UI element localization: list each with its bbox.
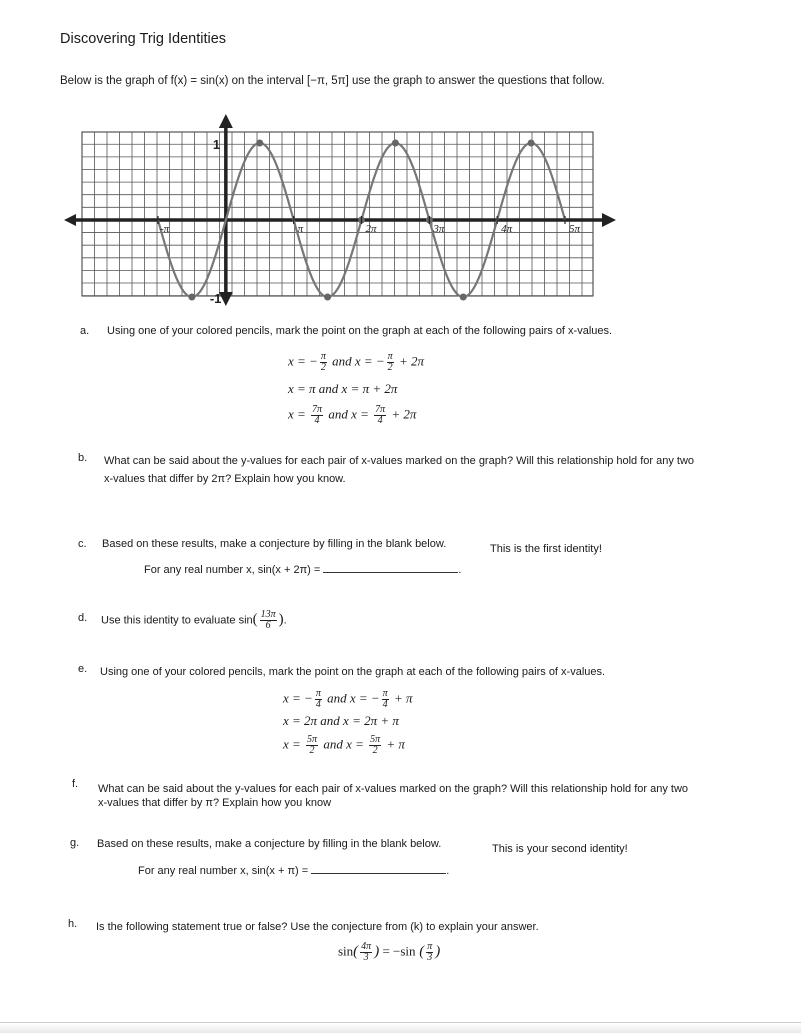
question-f-line-2: x-values that differ by π? Explain how you know — [98, 797, 332, 809]
page-title: Discovering Trig Identities — [60, 31, 227, 47]
question-h-equation: sin( $\frac{4\pi}{3}$ ) = −sin ( $\frac{\pi}{3}$ ) — [338, 941, 441, 963]
question-c-letter: c. — [78, 538, 87, 550]
question-a-letter: a. — [80, 325, 90, 337]
question-a-line-3: x = $\frac{7\pi}{4}$ and x = $\frac{7\pi}{4}$ + 2π — [288, 404, 417, 426]
graph-grid — [82, 132, 593, 296]
question-g-note: This is your second identity! — [492, 843, 628, 855]
page-bottom-edge — [0, 1022, 801, 1033]
x-tick-label: -π — [160, 223, 170, 235]
question-b-letter: b. — [78, 452, 88, 464]
x-axis-arrow-left — [64, 214, 76, 226]
question-g-letter: g. — [70, 837, 80, 849]
question-d-text: Use this identity to evaluate sin( $\frac{13\pi}{6}$ ). — [101, 609, 287, 631]
question-c-prompt: For any real number x, sin(x + 2π) = . — [144, 564, 462, 576]
question-g-text: Based on these results, make a conjecture by filling in the blank below. — [97, 838, 442, 850]
x-tick-label: 2π — [365, 223, 377, 235]
question-g-prompt: For any real number x, sin(x + π) = . — [138, 865, 450, 877]
marked-point — [528, 140, 535, 147]
marked-point — [188, 294, 195, 301]
question-c-note: This is the first identity! — [490, 543, 602, 555]
y-axis-arrow-up — [219, 114, 233, 128]
x-tick-label: 3π — [433, 223, 445, 235]
answer-blank-c[interactable] — [323, 562, 458, 573]
question-a-line-1: x = − $\frac{\pi}{2}$ and x = − $\frac{\pi}{2}$ + 2π — [288, 351, 424, 373]
question-a-line-2: x = π and x = π + 2π — [288, 381, 398, 396]
x-axis-arrow-right — [602, 213, 616, 227]
question-f-line-1: What can be said about the y-values for each pair of x-values marked on the graph? Will this relationship hold for any two — [98, 783, 689, 795]
y-tick-label-top: 1 — [212, 137, 221, 152]
question-e-line-1: x = − $\frac{\pi}{4}$ and x = − $\frac{\pi}{4}$ + π — [283, 688, 413, 710]
question-f-letter: f. — [72, 778, 79, 790]
question-c-text: Based on these results, make a conjecture by filling in the blank below. — [102, 538, 447, 550]
question-e-text: Using one of your colored pencils, mark the point on the graph at each of the following pairs of x-values. — [100, 666, 606, 678]
question-h-letter: h. — [68, 918, 78, 930]
answer-blank-g[interactable] — [311, 863, 446, 874]
question-e-line-2: x = 2π and x = 2π + π — [283, 713, 399, 728]
question-d-letter: d. — [78, 612, 88, 624]
marked-point — [460, 294, 467, 301]
x-tick-label: π — [297, 223, 304, 235]
question-a-text: Using one of your colored pencils, mark the point on the graph at each of the following pairs of x-values. — [107, 325, 613, 337]
question-b-line-1: What can be said about the y-values for each pair of x-values marked on the graph? Will this relationship hold for any two — [104, 455, 695, 467]
marked-point — [324, 294, 331, 301]
y-tick-label-bottom: -1 — [209, 291, 222, 306]
marked-point — [256, 140, 263, 147]
sine-graph — [60, 110, 620, 310]
question-h-text: Is the following statement true or false? Use the conjecture from (k) to explain your answer. — [96, 921, 539, 933]
question-e-letter: e. — [78, 663, 88, 675]
question-e-line-3: x = $\frac{5\pi}{2}$ and x = $\frac{5\pi}{2}$ + π — [283, 734, 405, 756]
question-b-line-2: x-values that differ by 2π? Explain how you know. — [104, 473, 346, 485]
x-tick-label: 4π — [501, 223, 513, 235]
marked-point — [392, 140, 399, 147]
intro-text: Below is the graph of f(x) = sin(x) on the interval [−π, 5π] use the graph to answer the questions that follow. — [60, 75, 605, 87]
x-tick-label: 5π — [569, 223, 581, 235]
